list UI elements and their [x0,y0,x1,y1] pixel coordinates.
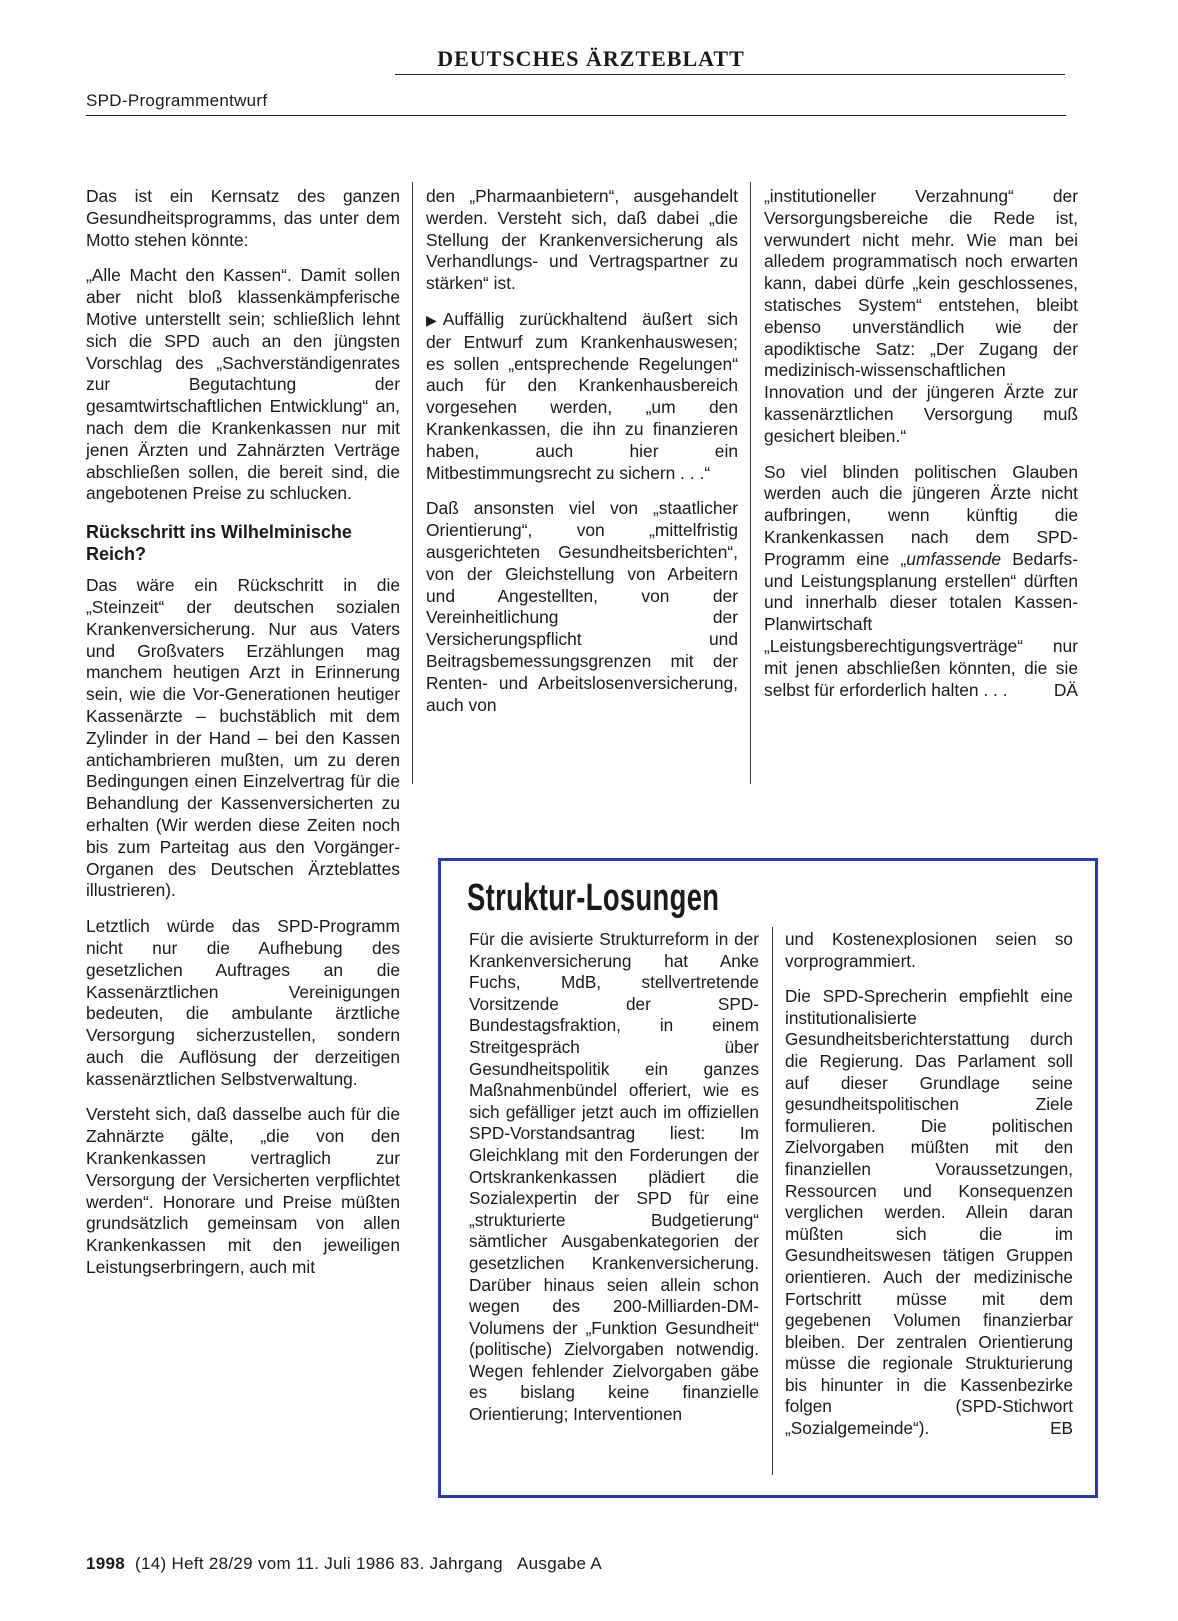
paragraph [785,986,1073,1439]
paragraph: Für die avisierte Strukturreform in der Krankenversicherung hat Anke Fuchs, MdB, stellvertretende Vorsitzende der SPD-Bundestagsfraktion, in einem Streitgespräch über Gesundheitspolitik ein ganzes Maßnahmenbündel offeriert, wie es sich gefälliger jetzt auch im offiziellen SPD-Vorstandsantrag liest: Im Gleichklang mit den Forderungen der Ortskrankenkassen plädiert die Sozialexpertin der SPD für eine „strukturierte Budgetierung“ sämtlicher Ausgabenkategorien der gesetzlichen Krankenversicherung. Darüber hinaus seien allein schon wegen des 200-Milliarden-DM-Volumens der „Funktion Gesundheit“ (politische) Zielvorgaben notwendig. Wegen fehlender Zielvorgaben gäbe es bislang keine finanzielle Orientierung; Interventionen [469,929,759,1425]
masthead-rule [395,74,1065,75]
struktur-box [438,858,1098,1498]
footer [86,1553,602,1575]
subheading: Rückschritt ins Wilhelminische Reich? [86,522,352,565]
paragraph-text: Die SPD-Sprecherin empfiehlt eine institutionalisierte Gesundheitsberichterstattung durch die Regierung. Das Parlament soll auf dieser Grundlage seine gesundheitspolitischen Ziele formulieren. Die politischen Zielvorgaben müßten mit den finanziellen Voraussetzungen, Ressourcen und Konsequenzen verglichen werden. Allein daran müßten sich die im Gesundheitswesen tätigen Gruppen orientieren. Auch der medizinische Fortschritt müsse mit dem gegebenen Volumen finanzierbar bleiben. Der zentralen Orientierung müsse die regionale Strukturierung bis hinunter in die Kassenbezirke folgen (SPD-Stichwort „Sozialgemeinde“). [785,986,1073,1439]
issue-info: (14) Heft 28/29 vom 11. Juli 1986 83. Jahrgang Ausgabe A [135,1554,602,1573]
paragraph: Das ist ein Kernsatz des ganzen Gesundheitsprogramms, das unter dem Motto stehen könnte: [86,186,400,250]
emphasis: umfassende [906,548,1002,569]
author-signature: DÄ [1053,679,1078,700]
masthead: DEUTSCHES ÄRZTEBLATT [437,46,745,71]
arrow-bullet-icon: ▶ [426,311,437,328]
paragraph: Daß ansonsten viel von „staatlicher Orientierung“, von „mittelfristig ausgerichteten Gesundheitsberichten“, von der Gleichstellung von Arbeitern und Angestellten, von der Vereinheitlichung der Versicherungspflicht und Beitragsbemessungsgrenzen mit der Renten- und Arbeitslosenversicherung, auch von [426,498,738,715]
paragraph-text: Auffällig zurückhaltend äußert sich der Entwurf zum Krankenhauswesen; es sollen „entsprechende Regelungen“ auch für den Krankenhausbereich vorgesehen werden, „um den Krankenkassen, die ihn zu finanzieren haben, auch hier ein Mitbestimmungsrecht zu sichern . . .“ [426,308,738,483]
column-1 [86,186,400,1293]
paragraph-text: Bedarfs- und Leistungsplanung erstellen“ dürften und innerhalb dieser totalen Kassen-Planwirtschaft „Leistungsberechtigungsverträge“ nur mit jenen abschließen könnten, die sie selbst für erforderlich halten . . . [764,548,1078,700]
paragraph-text: So viel blinden politischen Glauben werden auch die jüngeren Ärzte nicht aufbringen, wenn künftig die Krankenkassen nach dem SPD-Programm eine „ [764,461,1078,569]
column-divider [412,182,413,784]
header-rule [86,115,1066,116]
box-title: Struktur-Losungen [467,877,720,919]
box-right-column [785,929,1073,1454]
author-signature: EB [1050,1418,1073,1439]
column-3 [764,186,1078,715]
column-divider [750,182,751,784]
paragraph: Versteht sich, daß dasselbe auch für die Zahnärzte gälte, „die von den Krankenkassen vertraglich zur Versorgung der Versicherten verpflichtet werden“. Honorare und Preise müßten grundsätzlich gemeinsam von allen Krankenkassen mit den jeweiligen Leistungserbringern, auch mit [86,1104,400,1278]
paragraph: „institutioneller Verzahnung“ der Versorgungsbereiche die Rede ist, verwundert nicht mehr. Wie man bei alledem programmatisch noch erwarten kann, dabei dürfe „kein geschlossenes, statisches System“ entstehen, bleibt ebenso unverständlich wie der apodiktische Satz: „Der Zugang der medizinisch-wissenschaftlichen Innovation und der jüngeren Ärzte zur kassenärztlichen Versorgung muß gesichert bleiben.“ [764,186,1078,446]
paragraph: „Alle Macht den Kassen“. Damit sollen aber nicht bloß klassenkämpferische Motive unterstellt sein; schließlich lehnt sich die SPD auch an den jüngsten Vorschlag des „Sachverständigenrates zur Begutachtung der gesamtwirtschaftlichen Entwicklung“ an, nach dem die Krankenkassen nur mit jenen Ärzten und Zahnärzten Verträge abschließen sollen, die bereit sind, die angebotenen Preise zu schlucken. [86,265,400,504]
paragraph: Letztlich würde das SPD-Programm nicht nur die Aufhebung des gesetzlichen Auftrages an die Kassenärztlichen Vereinigungen bedeuten, die ambulante ärztliche Versorgung sicherzustellen, sondern auch die Auflösung der derzeitigen kassenärztlichen Selbstverwaltung. [86,916,400,1089]
paragraph: und Kostenexplosionen seien so vorprogrammiert. [785,929,1073,971]
box-column-divider [772,927,773,1475]
paragraph: Das wäre ein Rückschritt in die „Steinzeit“ der deutschen sozialen Krankenversicherung. Nur aus Vaters und Großvaters Erzählungen mag manchem heutigen Arzt in Erinnerung sein, wie die Vor-Generationen heutiger Kassenärzte – buchstäblich mit dem Zylinder in der Hand – bei den Kassen antichambrieren mußten, um zu deren Bedingungen einen Einzelvertrag für die Behandlung der Kassenversicherten zu erhalten (Wir werden diese Zeiten noch bis zum Parteitag aus den Vorgänger-Organen des Deutschen Ärzteblattes illustrieren). [86,575,400,901]
box-left-column [469,929,759,1440]
paragraph: den „Pharmaanbietern“, ausgehandelt werden. Versteht sich, daß dabei „die Stellung der Krankenversicherung als Verhandlungs- und Vertragspartner zu stärken“ ist. [426,186,738,294]
paragraph [426,309,738,484]
paragraph [764,462,1078,702]
page-number: 1998 [86,1554,126,1573]
section-label: SPD-Programmentwurf [86,91,268,110]
column-2 [426,186,738,730]
